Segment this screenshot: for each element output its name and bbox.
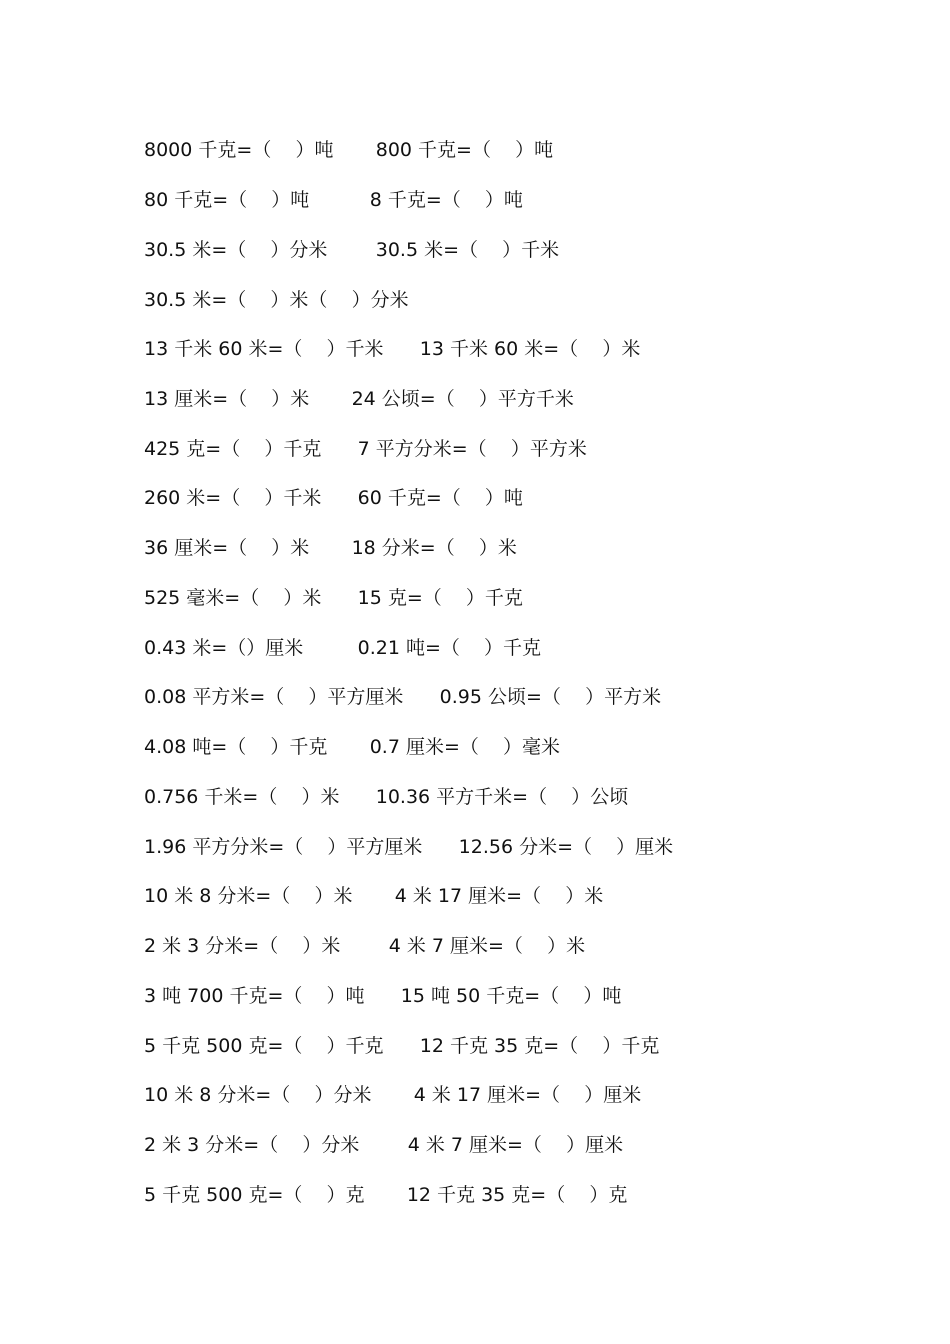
- exercise-line-20: 10 米 8 分米=（ ）分米 4 米 17 厘米=（ ）厘米: [144, 1084, 642, 1106]
- exercise-line-6: 13 厘米=（ ）米 24 公顷=（ ）平方千米: [144, 388, 574, 410]
- exercise-line-8: 260 米=（ ）千米 60 千克=（ ）吨: [144, 487, 523, 509]
- exercise-line-7: 425 克=（ ）千克 7 平方分米=（ ）平方米: [144, 438, 587, 460]
- exercise-line-15: 1.96 平方分米=（ ）平方厘米 12.56 分米=（ ）厘米: [144, 836, 674, 858]
- exercise-line-5: 13 千米 60 米=（ ）千米 13 千米 60 米=（ ）米: [144, 338, 641, 360]
- exercise-line-16: 10 米 8 分米=（ ）米 4 米 17 厘米=（ ）米: [144, 885, 604, 907]
- exercise-line-4: 30.5 米=（ ）米（ ）分米: [144, 289, 409, 311]
- exercise-line-3: 30.5 米=（ ）分米 30.5 米=（ ）千米: [144, 239, 560, 261]
- exercise-line-21: 2 米 3 分米=（ ）分米 4 米 7 厘米=（ ）厘米: [144, 1134, 624, 1156]
- exercise-line-12: 0.08 平方米=（ ）平方厘米 0.95 公顷=（ ）平方米: [144, 686, 662, 708]
- exercise-line-1: 8000 千克=（ ）吨 800 千克=（ ）吨: [144, 139, 554, 161]
- exercise-line-22: 5 千克 500 克=（ ）克 12 千克 35 克=（ ）克: [144, 1184, 628, 1206]
- exercise-line-9: 36 厘米=（ ）米 18 分米=（ ）米: [144, 537, 517, 559]
- exercise-line-10: 525 毫米=（ ）米 15 克=（ ）千克: [144, 587, 523, 609]
- exercise-line-18: 3 吨 700 千克=（ ）吨 15 吨 50 千克=（ ）吨: [144, 985, 622, 1007]
- exercise-line-14: 0.756 千米=（ ）米 10.36 平方千米=（ ）公顷: [144, 786, 629, 808]
- exercise-line-2: 80 千克=（ ）吨 8 千克=（ ）吨: [144, 189, 523, 211]
- exercise-line-13: 4.08 吨=（ ）千克 0.7 厘米=（ ）毫米: [144, 736, 561, 758]
- exercise-line-11: 0.43 米=（）厘米 0.21 吨=（ ）千克: [144, 637, 542, 659]
- exercise-line-19: 5 千克 500 克=（ ）千克 12 千克 35 克=（ ）千克: [144, 1035, 660, 1057]
- exercise-line-17: 2 米 3 分米=（ ）米 4 米 7 厘米=（ ）米: [144, 935, 586, 957]
